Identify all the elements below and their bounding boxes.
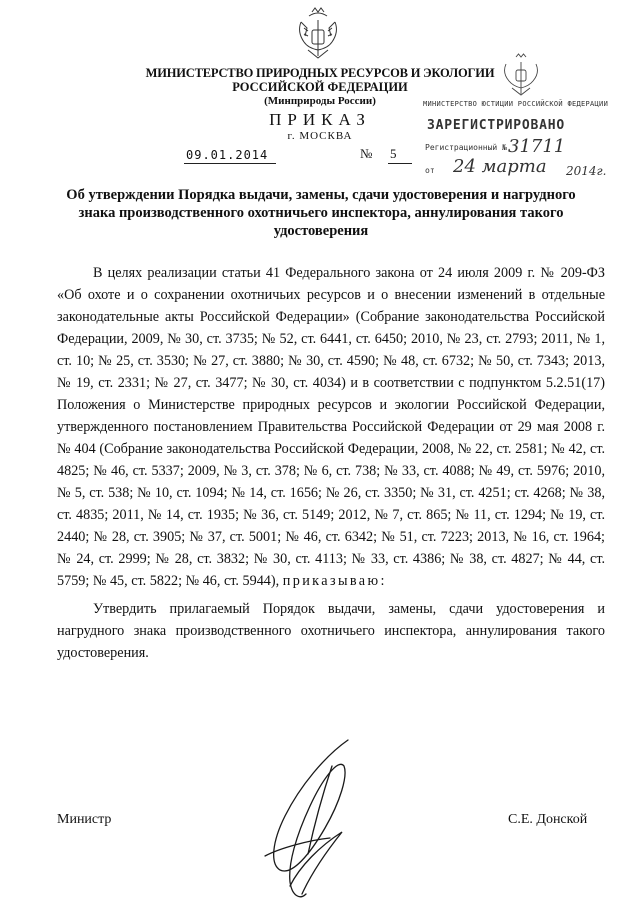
stamp-reg-label: Регистрационный № bbox=[425, 143, 507, 152]
stamp-ministry-justice: МИНИСТЕРСТВО ЮСТИЦИИ РОССИЙСКОЙ ФЕДЕРАЦИИ bbox=[423, 100, 609, 108]
order-number: 5 bbox=[390, 146, 397, 161]
order-number-label: № bbox=[360, 146, 373, 161]
handwritten-signature bbox=[230, 736, 380, 906]
document-type: ПРИКАЗ bbox=[269, 110, 371, 129]
ministry-name-line2: РОССИЙСКОЙ ФЕДЕРАЦИИ bbox=[232, 80, 408, 94]
order-word: приказываю: bbox=[282, 573, 387, 589]
stamp-year: 2014г. bbox=[566, 164, 607, 178]
body-paragraph-1 bbox=[57, 262, 605, 592]
stamp-registered: ЗАРЕГИСТРИРОВАНО bbox=[427, 118, 566, 133]
body-paragraph-2: Утвердить прилагаемый Порядок выдачи, замены, сдачи удостоверения и нагрудного знака производственного охотничьего инспектора, аннулирования такого удостоверения. bbox=[57, 601, 605, 661]
document-body bbox=[57, 262, 605, 664]
stamp-date-label: от bbox=[425, 166, 435, 175]
number-underline bbox=[388, 163, 412, 164]
city-label: г. МОСКВА bbox=[287, 130, 353, 142]
signatory-position: Министр bbox=[57, 812, 112, 827]
stamp-date-handwritten: 24 марта bbox=[453, 156, 547, 177]
order-date: 09.01.2014 bbox=[186, 148, 269, 162]
date-underline bbox=[184, 163, 276, 164]
ministry-short-name: (Минприроды России) bbox=[264, 95, 376, 107]
document-title: Об утверждении Порядка выдачи, замены, сдачи удостоверения и нагрудного знака производственного охотничьего инспектора, аннулирования такого удостоверения bbox=[66, 187, 576, 239]
ministry-name-line1: МИНИСТЕРСТВО ПРИРОДНЫХ РЕСУРСОВ И ЭКОЛОГИИ bbox=[145, 66, 495, 80]
stamp-reg-number: 31711 bbox=[508, 136, 566, 157]
paragraph-1-text: В целях реализации статьи 41 Федерального закона от 24 июля 2009 г. № 209-ФЗ «Об охоте и о сохранении охотничьих ресурсов и о внесении изменений в отдельные законодательные акты Российской Федерации» (Собрание законодательства Российской Федерации, 2009, № 30, ст. 3735; № 52, ст. 6441, ст. 6450; 2010, № 23, ст. 2793; 2011, № 1, ст. 10; № 25, ст. 3530; № 27, ст. 3880; № 30, ст. 4590; № 48, ст. 6732; № 50, ст. 7343; 2013, № 19, ст. 2331; № 27, ст. 3477; № 30, ст. 4034) и в соответствии с подпунктом 5.2.51(17) Положения о Министерстве природных ресурсов и экологии Российской Федерации, утвержденного постановлением Правительства Российской Федерации от 29 мая 2008 г. № 404 (Собрание законодательства Российской Федерации, 2008, № 22, ст. 2581; № 42, ст. 4825; № 46, ст. 5337; 2009, № 3, ст. 378; № 6, ст. 738; № 33, ст. 4088; № 49, ст. 5976; 2010, № 5, ст. 538; № 10, ст. 1094; № 14, ст. 1656; № 26, ст. 3350; № 31, ст. 4251; ст. 4268; № 38, ст. 4835; 2011, № 14, ст. 1935; № 36, ст. 5149; 2012, № 7, ст. 865; № 11, ст. 1294; № 19, ст. 2440; № 28, ст. 3905; № 37, ст. 5001; № 46, ст. 6342; № 51, ст. 7223; 2013, № 16, ст. 1964; № 24, ст. 2999; № 28, ст. 3832; № 30, ст. 4113; № 33, ст. 4386; № 38, ст. 4827; № 44, ст. 5759; № 45, ст. 5822; № 46, ст. 5944), bbox=[57, 265, 605, 589]
signatory-name: С.Е. Донской bbox=[508, 812, 588, 827]
coat-of-arms-icon bbox=[295, 6, 341, 64]
stamp-emblem-icon bbox=[498, 52, 544, 100]
